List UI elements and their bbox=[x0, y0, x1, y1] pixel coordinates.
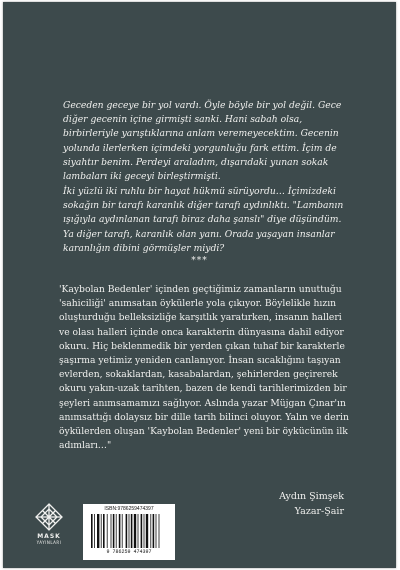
book-back-cover bbox=[3, 2, 396, 568]
intro-paragraph-1: Geceden geceye bir yol vardı. Öyle böyle bir yol değil. Gece diğer gecenin içine girmişti sanki. Hani sabah olsa, birbirleriyle yarıştıklarına anlam veremeyecektim. Gecenin yolunda ilerlerken içimdeki yorgunluğu fark ettim. İçim de siyahtır benim. Perdeyi araladım, dışarıdaki yunan sokak lambaları iki geceyi birleştirmişti. bbox=[63, 100, 342, 183]
isbn-label: ISBN:9786259474397 bbox=[104, 506, 154, 512]
intro-paragraph-2: İki yüzlü iki ruhlu bir hayat hükmü sürüyordu… İçimizdeki sokağın bir tarafı karanlık diğer tarafı aydınlıktı. "Lambanın ışığıyla aydınlanan tarafı biraz daha şanslı" diye düşündüm. Ya diğer tarafı, karanlık olan yanı. Orada yaşayan insanlar karanlığın dibini görmüşler miydi? bbox=[63, 186, 344, 254]
barcode-box bbox=[83, 504, 175, 560]
publisher-sub: YAYINLARI bbox=[36, 540, 62, 545]
signature bbox=[279, 489, 344, 519]
signature-title: Yazar-Şair bbox=[294, 506, 344, 517]
barcode-icon bbox=[89, 514, 169, 548]
section-separator: *** bbox=[191, 256, 208, 266]
mask-logo-icon bbox=[34, 502, 64, 532]
publisher-name: MASK bbox=[37, 533, 61, 540]
publisher-logo bbox=[29, 502, 69, 558]
barcode-digits: 9 786259 474397 bbox=[106, 549, 152, 555]
signature-name: Aydın Şimşek bbox=[279, 491, 344, 502]
body-paragraph: 'Kaybolan Bedenler' içinden geçtiğimiz zamanların unuttuğu 'sahiciliği' anımsatan öykülerle yola çıkıyor. Böylelikle hızın oluşturduğu belleksizliğe karşıtlık yaratırken, insanın halleri ve olası halleri içinde onca karakterin dünyasına dahil ediyor okuru. Hiç beklenmedik bir yerden çıkan tuhaf bir karakterle şaşırma yetimiz yeniden canlanıyor. İnsan sıcaklığını taşıyan evlerden, sokaklardan, kasabalardan, şehirlerden geçirerek okuru yakın-uzak tarihten, bazen de kendi tarihlerimizden bir şeyleri anımsamamızı sağlıyor. Aslında yazar Müjgan Çınar'ın anımsattığı dolaysız bir dille tarih bilinci oluyor. Yalın ve derin öykülerden oluşan 'Kaybolan Bedenler' yeni bir öykücünün ilk adımları…" bbox=[59, 284, 349, 452]
